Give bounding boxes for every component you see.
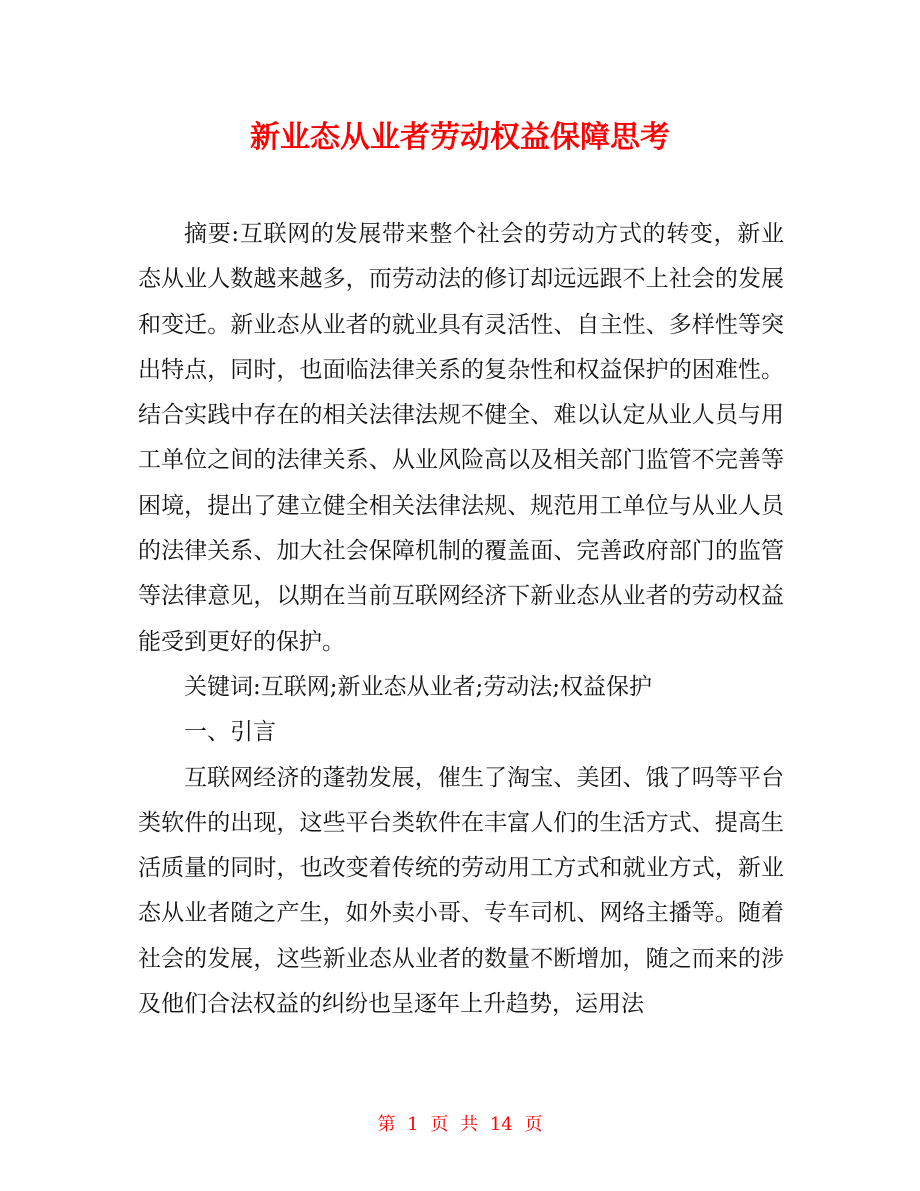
introduction-paragraph: 互联网经济的蓬勃发展，催生了淘宝、美团、饿了吗等平台类软件的出现，这些平台类软件在丰富人们的生活方式、提高生活质量的同时，也改变着传统的劳动用工方式和就业方式，新业态从业者随之产生，如外卖小哥、专车司机、网络主播等。随着社会的发展，这些新业态从业者的数量不断增加，随之而来的涉及他们合法权益的纠纷也呈逐年上升趋势，运用法 bbox=[138, 764, 784, 1018]
page-footer: 第 1 页 共 14 页 bbox=[377, 1114, 543, 1135]
keywords-paragraph: 关键词:互联网;新业态从业者;劳动法;权益保护 bbox=[184, 673, 652, 700]
document-title: 新业态从业者劳动权益保障思考 bbox=[250, 120, 670, 155]
section-heading-introduction: 一、引言 bbox=[184, 719, 276, 746]
document-body bbox=[138, 212, 784, 1027]
abstract-paragraph: 摘要:互联网的发展带来整个社会的劳动方式的转变，新业态从业人数越来越多，而劳动法的修订却远远跟不上社会的发展和变迁。新业态从业者的就业具有灵活性、自主性、多样性等突出特点，同时，也面临法律关系的复杂性和权益保护的困难性。结合实践中存在的相关法律法规不健全、难以认定从业人员与用工单位之间的法律关系、从业风险高以及相关部门监管不完善等困境，提出了建立健全相关法律法规、规范用工单位与从业人员的法律关系、加大社会保障机制的覆盖面、完善政府部门的监管等法律意见，以期在当前互联网经济下新业态从业者的劳动权益能受到更好的保护。 bbox=[138, 221, 784, 655]
